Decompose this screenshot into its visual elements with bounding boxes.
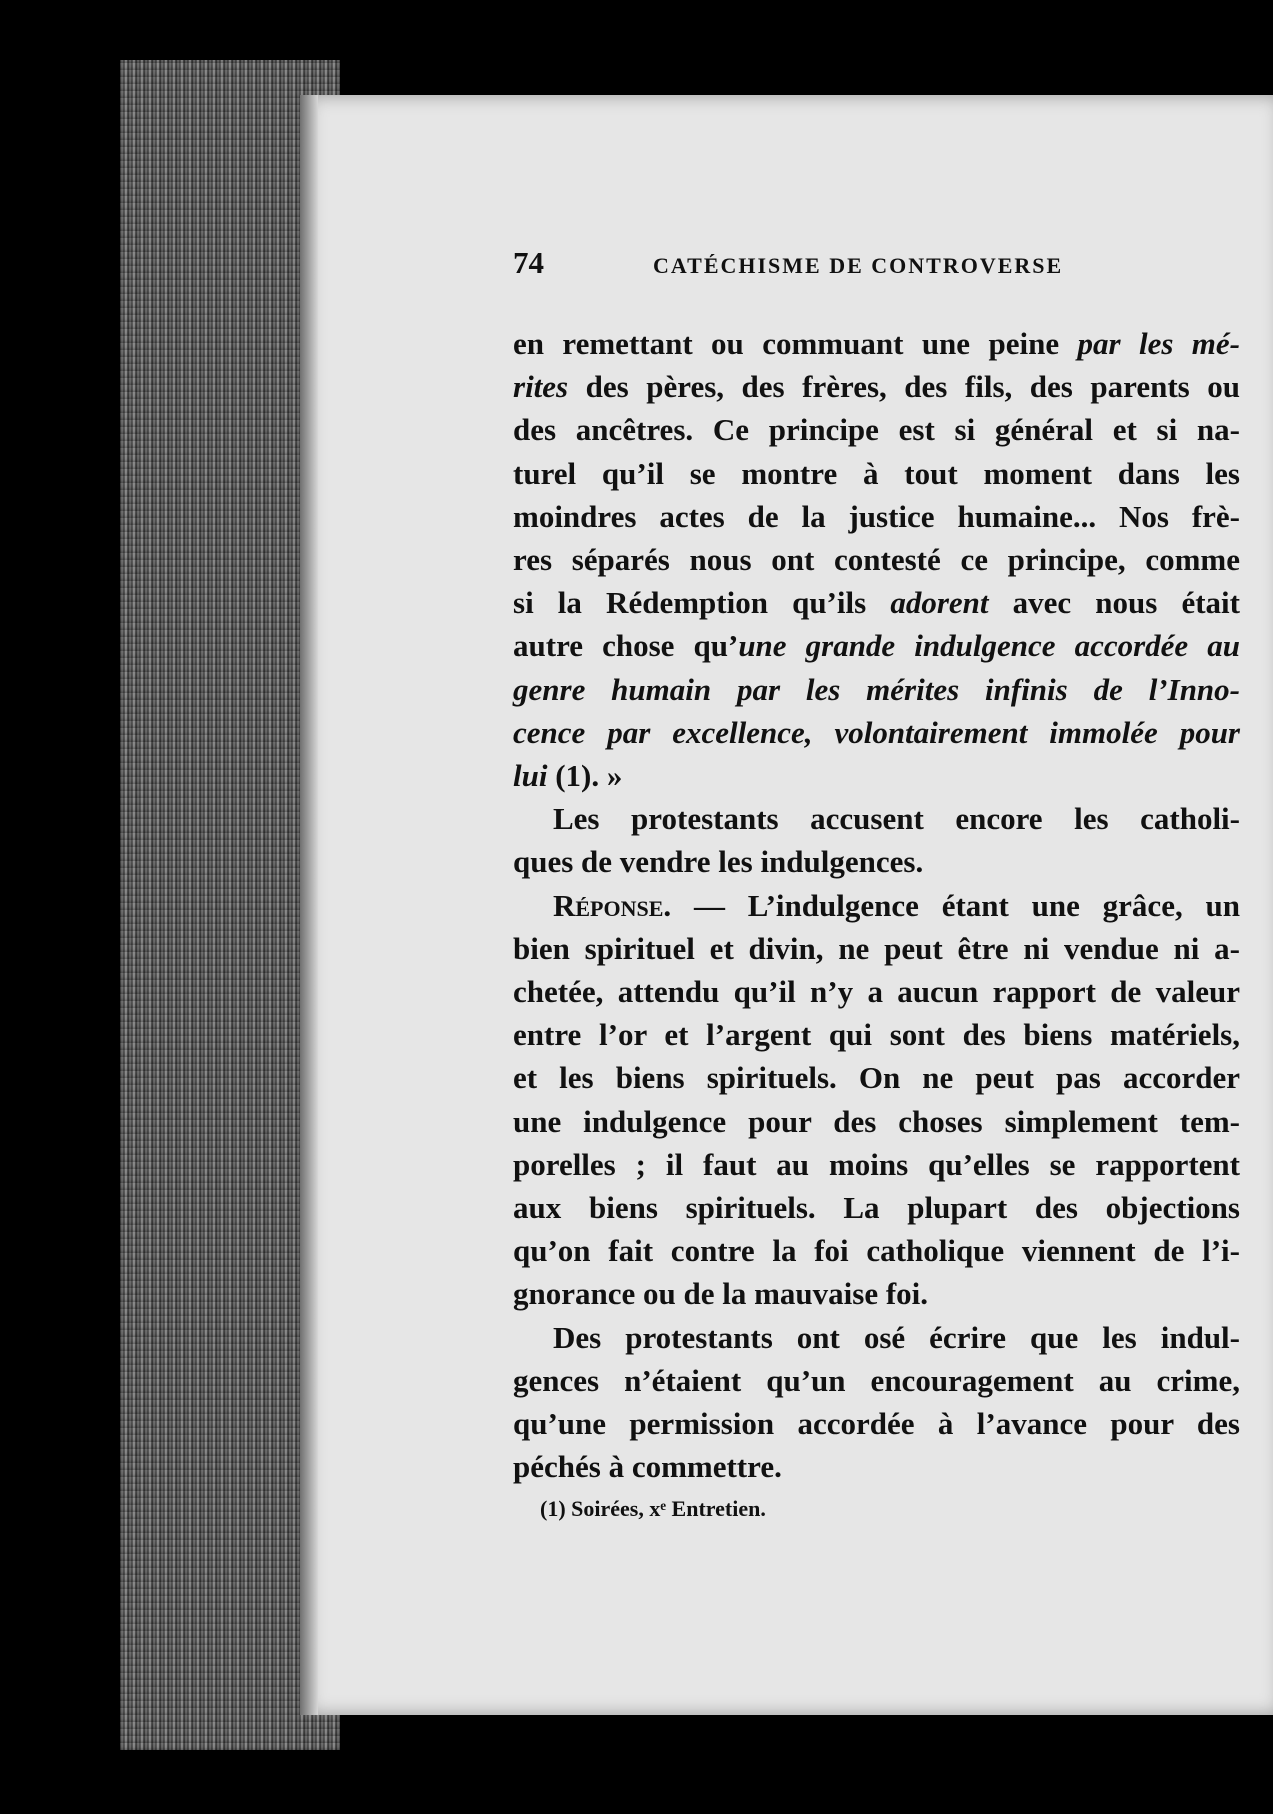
page-number: 74 [513, 245, 544, 280]
text-line [513, 970, 1240, 1013]
text-segment: et les biens spirituels. On ne peut pas accorder [513, 1060, 1240, 1096]
text-segment: — L’indulgence étant une grâce, un [671, 887, 1240, 923]
text-line [513, 1272, 1240, 1315]
text-line [513, 1056, 1240, 1099]
page-header [513, 245, 1133, 285]
text-segment: avec nous était [988, 585, 1240, 621]
text-line [513, 668, 1240, 711]
running-title: CATÉCHISME DE CONTROVERSE [653, 253, 1064, 278]
text-segment: si la Rédemption qu’ils [513, 585, 891, 621]
text-segment: Les protestants accusent encore les catholi- [553, 801, 1240, 837]
text-line [513, 1359, 1240, 1402]
text-segment: autre chose qu’ [513, 628, 739, 664]
text-line [513, 884, 1240, 927]
paragraph [513, 797, 1240, 883]
italic-text: adorent [890, 585, 989, 621]
text-segment: turel qu’il se montre à tout moment dans les [513, 455, 1240, 491]
text-line [513, 927, 1240, 970]
text-segment: moindres actes de la justice humaine... Nos frè- [513, 498, 1240, 534]
text-segment: gences n’étaient qu’un encouragement au crime, [513, 1362, 1240, 1398]
italic-text: par les mé- [1077, 326, 1240, 361]
paragraph [513, 1316, 1240, 1489]
text-line [513, 322, 1240, 365]
text-segment: en remettant ou commuant une peine [513, 326, 1078, 361]
text-segment: des ancêtres. Ce principe est si général et si na- [513, 412, 1240, 448]
text-line [513, 1186, 1240, 1229]
text-line [513, 408, 1240, 451]
italic-text: lui [513, 758, 548, 794]
italic-text: une grande indulgence accordée au [738, 628, 1240, 664]
text-line [513, 495, 1240, 538]
text-segment: péchés à commettre. [513, 1449, 782, 1485]
text-line [513, 711, 1240, 754]
footnote: (1) Soirées, xᵉ Entretien. [540, 1496, 766, 1521]
text-line [513, 581, 1240, 624]
text-line [513, 1229, 1240, 1272]
text-segment: porelles ; il faut au moins qu’elles se rapportent [513, 1146, 1240, 1182]
italic-text: genre humain par les mérites infinis de l’Inno- [513, 671, 1240, 707]
text-segment: Des protestants ont osé écrire que les indul- [553, 1319, 1240, 1355]
text-line [513, 365, 1240, 408]
text-segment: entre l’or et l’argent qui sont des biens matériels, [513, 1017, 1240, 1053]
paragraph [513, 884, 1240, 1316]
small-caps-text: Réponse. [553, 887, 672, 923]
text-line [513, 1402, 1240, 1445]
text-segment: qu’on fait contre la foi catholique viennent de l’i- [513, 1233, 1240, 1269]
text-line [513, 1445, 1240, 1488]
text-segment: gnorance ou de la mauvaise foi. [513, 1276, 929, 1312]
text-segment: des pères, des frères, des fils, des parents ou [568, 369, 1240, 405]
italic-text: rites [513, 369, 569, 405]
italic-text: cence par excellence, volontairement immolée pour [513, 714, 1240, 750]
text-segment: une indulgence pour des choses simplement tem- [513, 1103, 1240, 1139]
text-line [513, 840, 1240, 883]
page-gutter-shadow [300, 95, 318, 1715]
text-line [513, 538, 1240, 581]
text-segment: ques de vendre les indulgences. [513, 844, 924, 880]
text-segment: qu’une permission accordée à l’avance pour des [513, 1406, 1240, 1442]
text-line [513, 452, 1240, 495]
text-line [513, 1100, 1240, 1143]
text-line [513, 1013, 1240, 1056]
body-text [513, 322, 1240, 1488]
text-segment: aux biens spirituels. La plupart des objections [513, 1190, 1240, 1226]
paragraph [513, 322, 1240, 797]
text-line [513, 1316, 1240, 1359]
text-line [513, 1143, 1240, 1186]
text-segment: bien spirituel et divin, ne peut être ni vendue ni a- [513, 930, 1240, 966]
text-segment: (1). » [547, 758, 623, 794]
text-line [513, 624, 1240, 667]
text-segment: res séparés nous ont contesté ce principe, comme [513, 542, 1240, 578]
text-line [513, 754, 1240, 797]
text-segment: chetée, attendu qu’il n’y a aucun rapport de valeur [513, 974, 1240, 1010]
text-line [513, 797, 1240, 840]
